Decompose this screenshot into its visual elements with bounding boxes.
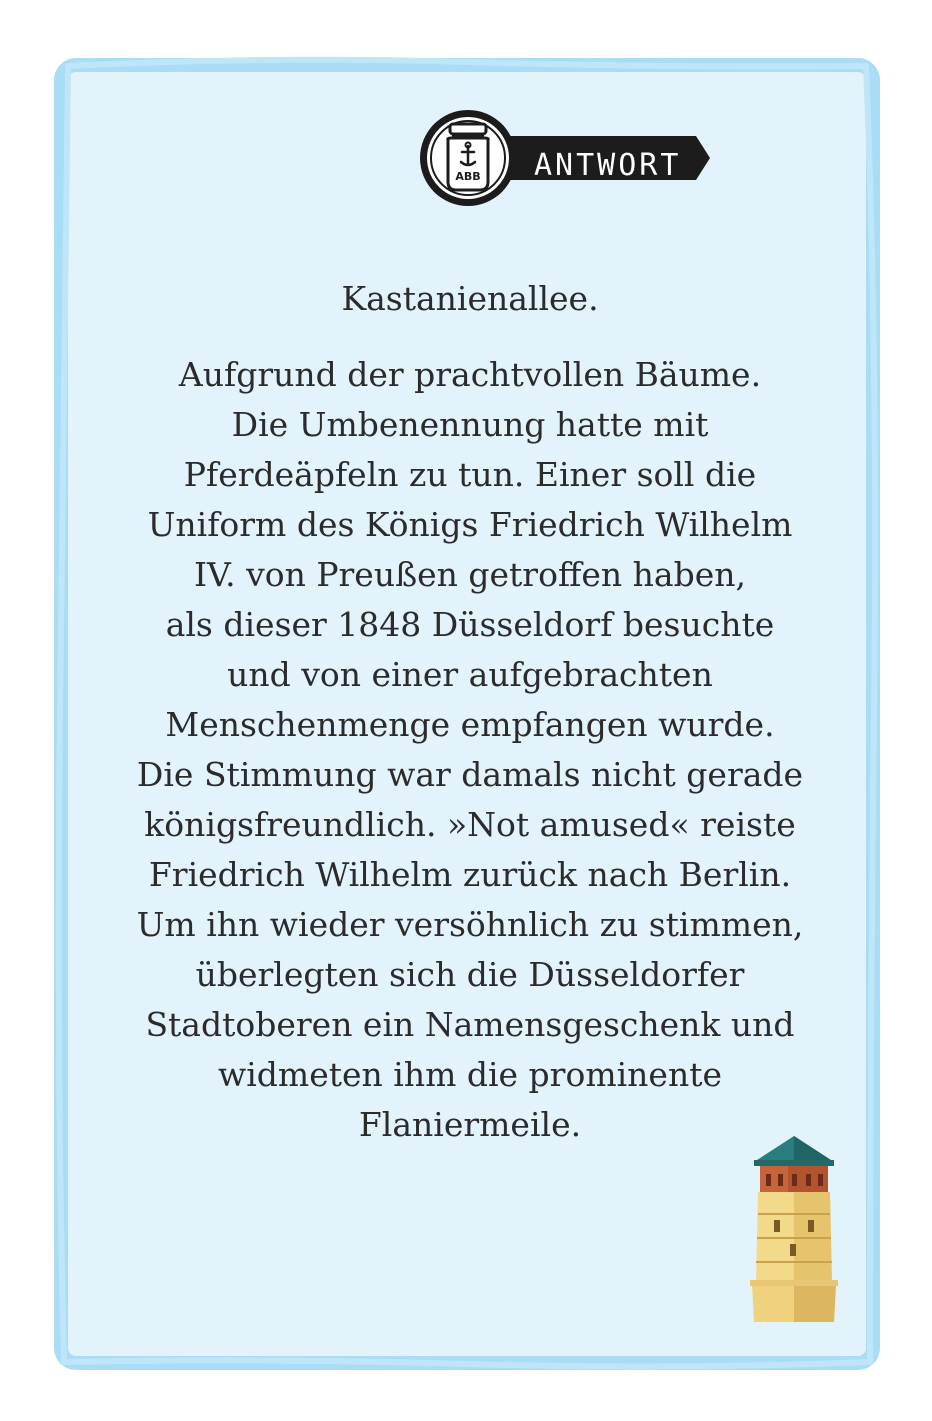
explanation-line: Aufgrund der prachtvollen Bäume.	[178, 355, 762, 394]
tower-icon	[748, 1134, 840, 1326]
explanation-line: IV. von Preußen getroffen haben,	[193, 555, 746, 594]
explanation-line: Die Stimmung war damals nicht gerade	[136, 755, 804, 794]
answer-title: Kastanienallee.	[341, 279, 599, 318]
explanation-line: Flaniermeile.	[358, 1105, 582, 1144]
explanation-line: Menschenmenge empfangen wurde.	[165, 705, 775, 744]
explanation-line: Friedrich Wilhelm zurück nach Berlin.	[148, 855, 792, 894]
explanation-line: überlegten sich die Düsseldorfer	[195, 955, 745, 994]
answer-badge	[418, 108, 718, 208]
explanation-line: Die Umbenennung hatte mit	[231, 405, 709, 444]
explanation-line: und von einer aufgebrachten	[227, 655, 713, 694]
explanation-line: Pferdeäpfeln zu tun. Einer soll die	[183, 455, 757, 494]
answer-label: ANTWORT	[534, 148, 682, 183]
jar-logo-text: ABB	[455, 170, 481, 183]
explanation-line: Uniform des Königs Friedrich Wilhelm	[147, 505, 793, 544]
jar-icon	[433, 118, 503, 198]
explanation-line: Stadtoberen ein Namensgeschenk und	[145, 1005, 795, 1044]
explanation-line: als dieser 1848 Düsseldorf besuchte	[165, 605, 775, 644]
explanation-line: königsfreundlich. »Not amused« reiste	[144, 805, 796, 844]
answer-text	[100, 274, 840, 1150]
explanation-line: widmeten ihm die prominente	[217, 1055, 722, 1094]
explanation-line: Um ihn wieder versöhnlich zu stimmen,	[136, 905, 804, 944]
answer-explanation	[100, 350, 840, 1150]
